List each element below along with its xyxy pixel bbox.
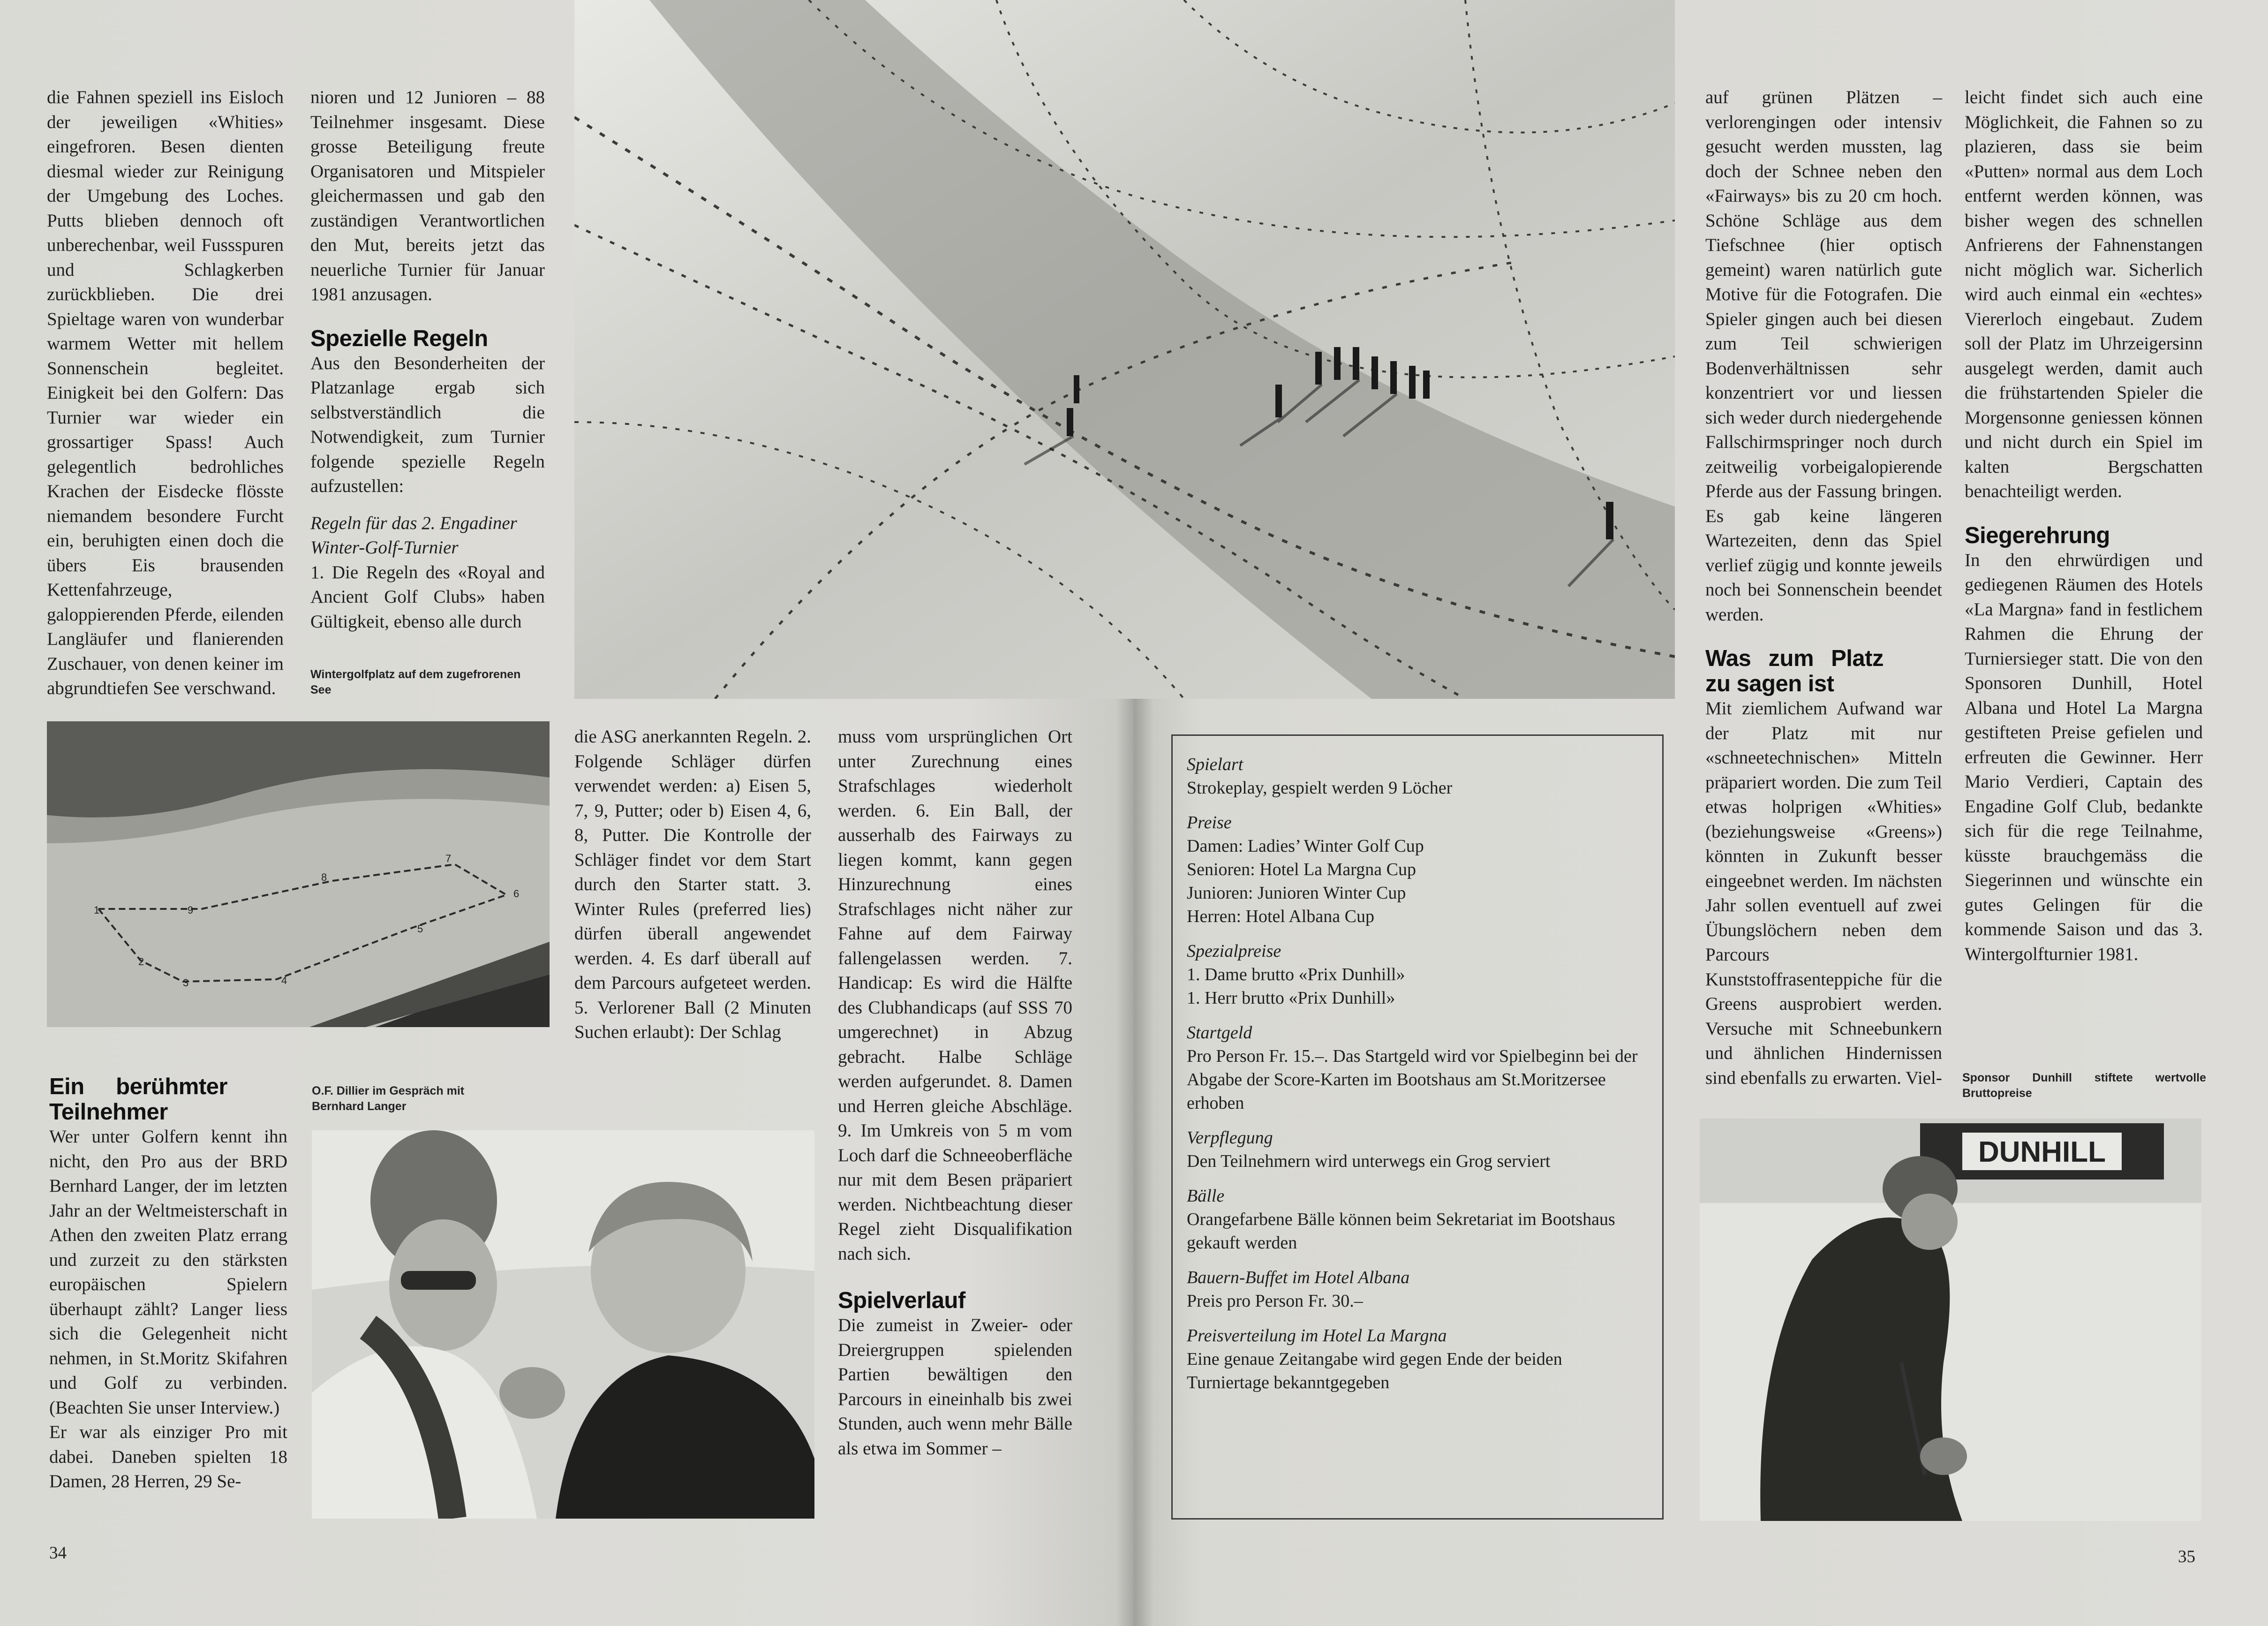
text-column-3 <box>574 725 811 1045</box>
hole-4: 4 <box>281 975 287 986</box>
paragraph: auf grünen Plätzen – verlorengingen oder intensiv gesucht werden mussten, lag doch der Schnee neben den «Fairways» bis zu 20 cm hoch. Schöne Schläge aus dem Tiefschnee (hier optisch gemeint) waren natürlich gute Motive für die Fotografen. Die Spieler gingen auch bei diesen zum Teil schwierigen Bodenverhältnissen sehr konzentriert vor und liessen sich weder durch niedergehende Fallschirmspringer noch durch zeitweilig vorbeigalopierende Pferde aus der Fassung bringen. Es gab keine längeren Wartezeiten, denn das Spiel verlief zügig und konnte jeweils noch bei Sonnenschein beendet werden. <box>1705 87 1942 625</box>
hole-2: 2 <box>138 956 144 968</box>
hole-6: 6 <box>513 888 520 900</box>
paragraph: die Fahnen speziell ins Eisloch der jeweiligen «Whities» eingefroren. Besen dienten diesmal wieder zur Reinigung der Umgebung des Loches. Putts blieben dennoch oft unberechenbar, weil Fussspuren und Schlagkerben zurückblieben. Die drei Spieltage waren von wunderbar warmem Wetter mit hellem Sonnenschein begleitet. Einigkeit bei den Golfern: Das Turnier war wieder ein grossartiger Spass! Auch gelegentlich bedrohliches Krachen der Eisdecke flösste niemandem besondere Furcht ein, beruhigten einen doch die übers Eis brausenden Kettenfahrzeuge, galoppierenden Pferde, eilenden Langläufer und flanierenden Zuschauer, von denen keiner im abgrundtiefen See verschwand. <box>47 87 284 698</box>
info-label-baelle: Bälle <box>1187 1186 1225 1206</box>
page-number-right: 35 <box>2178 1547 2195 1566</box>
text-column-5 <box>1705 85 1942 1090</box>
info-label-verpflegung: Verpflegung <box>1187 1128 1273 1148</box>
caption-sponsor: Sponsor Dunhill stiftete wertvolle Bruttopreise <box>1962 1071 2206 1100</box>
paragraph: leicht findet sich auch eine Möglichkeit, die Fahnen so zu plazieren, dass sie beim «Putten» normal aus dem Loch entfernt werden können, was bisher wegen des schnellen Anfrierens der Fahnenstangen nicht möglich war. Sicherlich wird auch einmal ein «echtes» Viererloch eingebaut. Zudem soll der Platz im Uhrzeigersinn ausgelegt werden, damit auch die frühstartenden Spieler die Morgensonne geniessen können und nicht durch ein Spiel im kalten Bergschatten benachteiligt werden. <box>1965 87 2203 501</box>
info-value-buffet: Preis pro Person Fr. 30.– <box>1187 1291 1363 1311</box>
hole-3: 3 <box>183 977 189 989</box>
aerial-course-photo <box>47 721 550 1027</box>
paragraph: In den ehrwürdigen und gediegenen Räumen des Hotels «La Margna» fand in festlichem Rahmen die Ehrung der Turniersieger statt. Die von den Sponsoren Dunhill, Hotel Albana und Hotel La Margna gestifteten Preise gefielen und erfreuten die Gewinner. Herr Mario Verdieri, Captain des Engadine Golf Club, bedankte sich für die rege Teilnahme, küsste brauchgemäss die Siegerinnen und wünschte ein gutes Gelingen für die kommende Saison und das 3. Wintergolfturnier 1981. <box>1965 550 2203 964</box>
paragraph: Mit ziemlichem Aufwand war der Platz mit nur «schneetechnischen» Mitteln präpariert worden. Die zum Teil etwas holprigen «Whities» (beziehungsweise «Greens») könnten in Zukunft besser eingeebnet werden. Im nächsten Jahr sollen eventuell auf zwei Übungslöchern neben dem Parcours Kunststoffrasenteppiche für die Greens ausprobiert werden. Versuche mit Schneebunkern und ähnlichen Hindernissen sind ebenfalls zu erwarten. Viel- <box>1705 698 1942 1088</box>
paragraph: nioren und 12 Junioren – 88 Teilnehmer insgesamt. Diese grosse Beteiligung freute Organisatoren und Mitspieler gleichermassen und gab den zuständigen Verantwortlichen den Mut, bereits jetzt das neuerliche Turnier für Januar 1981 anzusagen. <box>310 87 545 304</box>
text-column-4 <box>838 725 1072 1461</box>
text-column-famous <box>49 1074 287 1494</box>
rules-title: Regeln für das 2. Engadiner Winter-Golf-Turnier <box>310 513 517 558</box>
info-value-baelle: Orangefarbene Bälle können beim Sekretariat im Bootshaus gekauft werden <box>1187 1210 1615 1253</box>
info-label-spezialpreise: Spezialpreise <box>1187 941 1281 961</box>
info-value-preisverteilung: Eine genaue Zeitangabe wird gegen Ende der beiden Turniertage bekanntgegeben <box>1187 1349 1562 1392</box>
info-value-spezialpreis: 1. Herr brutto «Prix Dunhill» <box>1187 988 1395 1008</box>
paragraph: Er war als einziger Pro mit dabei. Daneben spielten 18 Damen, 28 Herren, 29 Se- <box>49 1422 287 1491</box>
section-heading-spielverlauf: Spielverlauf <box>838 1288 965 1313</box>
text-column-6 <box>1965 85 2203 967</box>
dunhill-banner-text: DUNHILL <box>1978 1136 2106 1168</box>
paragraph: Aus den Besonderheiten der Platzanlage ergab sich selbstverständlich die Notwendigkeit, zum Turnier folgende spezielle Regeln aufzustellen: <box>310 353 545 496</box>
info-value-spezialpreis: 1. Dame brutto «Prix Dunhill» <box>1187 965 1405 984</box>
info-value-spielart: Strokeplay, gespielt werden 9 Löcher <box>1187 778 1453 798</box>
sponsor-photo <box>1700 1119 2201 1521</box>
hole-1: 1 <box>94 904 100 916</box>
snow-field-photo <box>574 0 1675 699</box>
info-value-preis: Herren: Hotel Albana Cup <box>1187 907 1374 926</box>
hole-8: 8 <box>321 871 327 883</box>
caption-portrait: O.F. Dillier im Gespräch mit Bernhard Langer <box>312 1084 465 1113</box>
section-heading-spezielle-regeln: Spezielle Regeln <box>310 325 488 351</box>
portrait-photo <box>312 1130 814 1519</box>
page-number-left: 34 <box>49 1543 67 1563</box>
info-label-buffet: Bauern-Buffet im Hotel Albana <box>1187 1268 1410 1287</box>
info-value-startgeld: Pro Person Fr. 15.–. Das Startgeld wird vor Spielbeginn bei der Abgabe der Score-Karten im Bootshaus am St.Moritzersee erhoben <box>1187 1046 1638 1113</box>
text-column-1 <box>47 85 284 701</box>
info-value-preis: Damen: Ladies’ Winter Golf Cup <box>1187 836 1424 856</box>
info-value-verpflegung: Den Teilnehmern wird unterwegs ein Grog serviert <box>1187 1151 1551 1171</box>
info-label-preisverteilung: Preisverteilung im Hotel La Margna <box>1187 1326 1447 1346</box>
paragraph: Die zumeist in Zweier- oder Dreiergruppen spielenden Partien bewältigen den Parcours in eineinhalb bis zwei Stunden, auch wenn mehr Bälle als etwa im Sommer – <box>838 1315 1072 1459</box>
paragraph: muss vom ursprünglichen Ort unter Zurechnung eines Strafschlages wiederholt werden. 6. Ein Ball, der ausserhalb des Fairways zu liegen kommt, kann gegen Hinzurechnung eines Strafschlages nicht näher zur Fahne auf dem Fairway fallengelassen werden. 7. Handicap: Es wird die Hälfte des Clubhandicaps (auf SSS 70 umgerechnet) in Abzug gebracht. Halbe Schläge werden aufgerundet. 8. Damen und Herren gleiche Abschläge. 9. Im Umkreis von 5 m vom Loch darf die Schneeoberfläche nur mit dem Besen präpariert werden. Nichtbeachtung dieser Regel zieht Disqualifikation nach sich. <box>838 726 1072 1264</box>
info-value-preis: Senioren: Hotel La Margna Cup <box>1187 860 1416 879</box>
info-label-startgeld: Startgeld <box>1187 1023 1252 1043</box>
hole-7: 7 <box>445 853 452 864</box>
tournament-info-box <box>1171 734 1664 1520</box>
paragraph: 1. Die Regeln des «Royal and Ancient Golf Clubs» haben Gültigkeit, ebenso alle durch <box>310 562 545 632</box>
hole-5: 5 <box>417 923 423 935</box>
info-label-spielart: Spielart <box>1187 755 1243 774</box>
section-heading-was-zum-platz: Was zum Platz zu sagen ist <box>1705 646 1884 696</box>
section-heading-beruehmter-teilnehmer: Ein berühmter Teilnehmer <box>49 1074 227 1125</box>
info-label-preise: Preise <box>1187 813 1232 832</box>
text-column-2 <box>310 85 545 634</box>
hole-9: 9 <box>188 904 194 916</box>
caption-aerial: Wintergolfplatz auf dem zugefrorenen See <box>310 668 521 696</box>
info-value-preis: Junioren: Junioren Winter Cup <box>1187 883 1406 903</box>
section-heading-siegerehrung: Siegerehrung <box>1965 522 2110 548</box>
paragraph: Wer unter Golfern kennt ihn nicht, den Pro aus der BRD Bernhard Langer, der im letzten Jahr an der Weltmeisterschaft in Athen den zweiten Platz errang und zurzeit zu den stärksten europäischen Spielern überhaupt zählt? Langer liess sich die Gelegenheit nicht nehmen, in St.Moritz Skifahren und Golf zu verbinden. (Beachten Sie unser Interview.) <box>49 1127 287 1418</box>
paragraph: die ASG anerkannten Regeln. 2. Folgende Schläger dürfen verwendet werden: a) Eisen 5, 7, 9, Putter; oder b) Eisen 4, 6, 8, Putter. Die Kontrolle der Schläger findet vor dem Start durch den Starter statt. 3. Winter Rules (preferred lies) dürfen überall angewendet werden. 4. Es darf überall auf dem Parcours aufgeteet werden. 5. Verlorener Ball (2 Minuten Suchen erlaubt): Der Schlag <box>574 726 811 1042</box>
